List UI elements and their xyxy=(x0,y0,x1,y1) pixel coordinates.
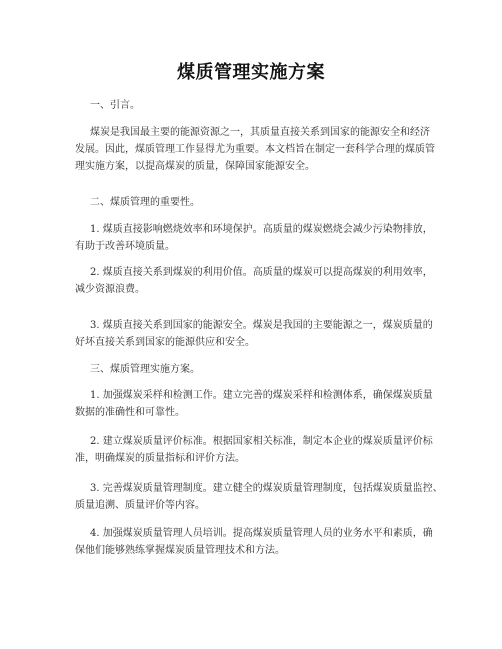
section-heading-plan xyxy=(75,361,435,378)
text-line: 煤炭是我国最主要的能源资源之一，其质量直接关系到国家的能源安全和经济 xyxy=(90,127,430,138)
text-line: 2. 建立煤炭质量评价标准。根据国家相关标准，制定本企业的煤炭质量评价标 xyxy=(90,436,433,447)
text-line: 准，明确煤炭的质量指标和评价方法。 xyxy=(75,453,245,464)
text-line: 4. 加强煤炭质量管理人员培训。提高煤炭质量管理人员的业务水平和素质，确 xyxy=(90,528,433,539)
text-line: 1. 加强煤炭采样和检测工作。建立完善的煤炭采样和检测体系，确保煤炭质量 xyxy=(90,390,433,401)
paragraph-introduction xyxy=(75,124,435,175)
text-line: 理实施方案，以提高煤炭的质量，保障国家能源安全。 xyxy=(75,161,315,172)
section-heading-importance xyxy=(75,194,435,211)
paragraph-importance-2 xyxy=(75,264,435,298)
text-line: 好坏直接关系到国家的能源供应和安全。 xyxy=(75,337,255,348)
paragraph-plan-1 xyxy=(75,387,435,421)
text-line: 数据的准确性和可靠性。 xyxy=(75,407,185,418)
paragraph-plan-2 xyxy=(75,433,435,467)
text-line: 1. 煤质直接影响燃烧效率和环境保护。高质量的煤炭燃烧会减少污染物排放， xyxy=(90,224,433,235)
text-line: 减少资源浪费。 xyxy=(75,284,145,295)
text-line: 3. 完善煤炭质量管理制度。建立健全的煤炭质量管理制度，包括煤炭质量监控、 xyxy=(90,483,443,494)
text-line: 3. 煤质直接关系到国家的能源安全。煤炭是我国的主要能源之一，煤炭质量的 xyxy=(90,320,433,331)
text-line: 二、煤质管理的重要性。 xyxy=(90,197,200,208)
text-line: 有助于改善环境质量。 xyxy=(75,241,175,252)
paragraph-plan-4 xyxy=(75,525,435,559)
text-line: 2. 煤质直接关系到煤炭的利用价值。高质量的煤炭可以提高煤炭的利用效率， xyxy=(90,267,433,278)
text-line: 保他们能够熟练掌握煤炭质量管理技术和方法。 xyxy=(75,545,285,556)
document-title: 煤质管理实施方案 xyxy=(177,62,325,83)
paragraph-importance-3 xyxy=(75,317,435,351)
section-heading-introduction xyxy=(75,97,435,114)
text-line: 一、引言。 xyxy=(90,100,140,111)
paragraph-importance-1 xyxy=(75,221,435,255)
text-line: 发展。因此，煤质管理工作显得尤为重要。本文档旨在制定一套科学合理的煤质管 xyxy=(75,144,435,155)
paragraph-plan-3 xyxy=(75,480,443,514)
text-line: 质量追溯、质量评价等内容。 xyxy=(75,500,205,511)
text-line: 三、煤质管理实施方案。 xyxy=(90,364,200,375)
